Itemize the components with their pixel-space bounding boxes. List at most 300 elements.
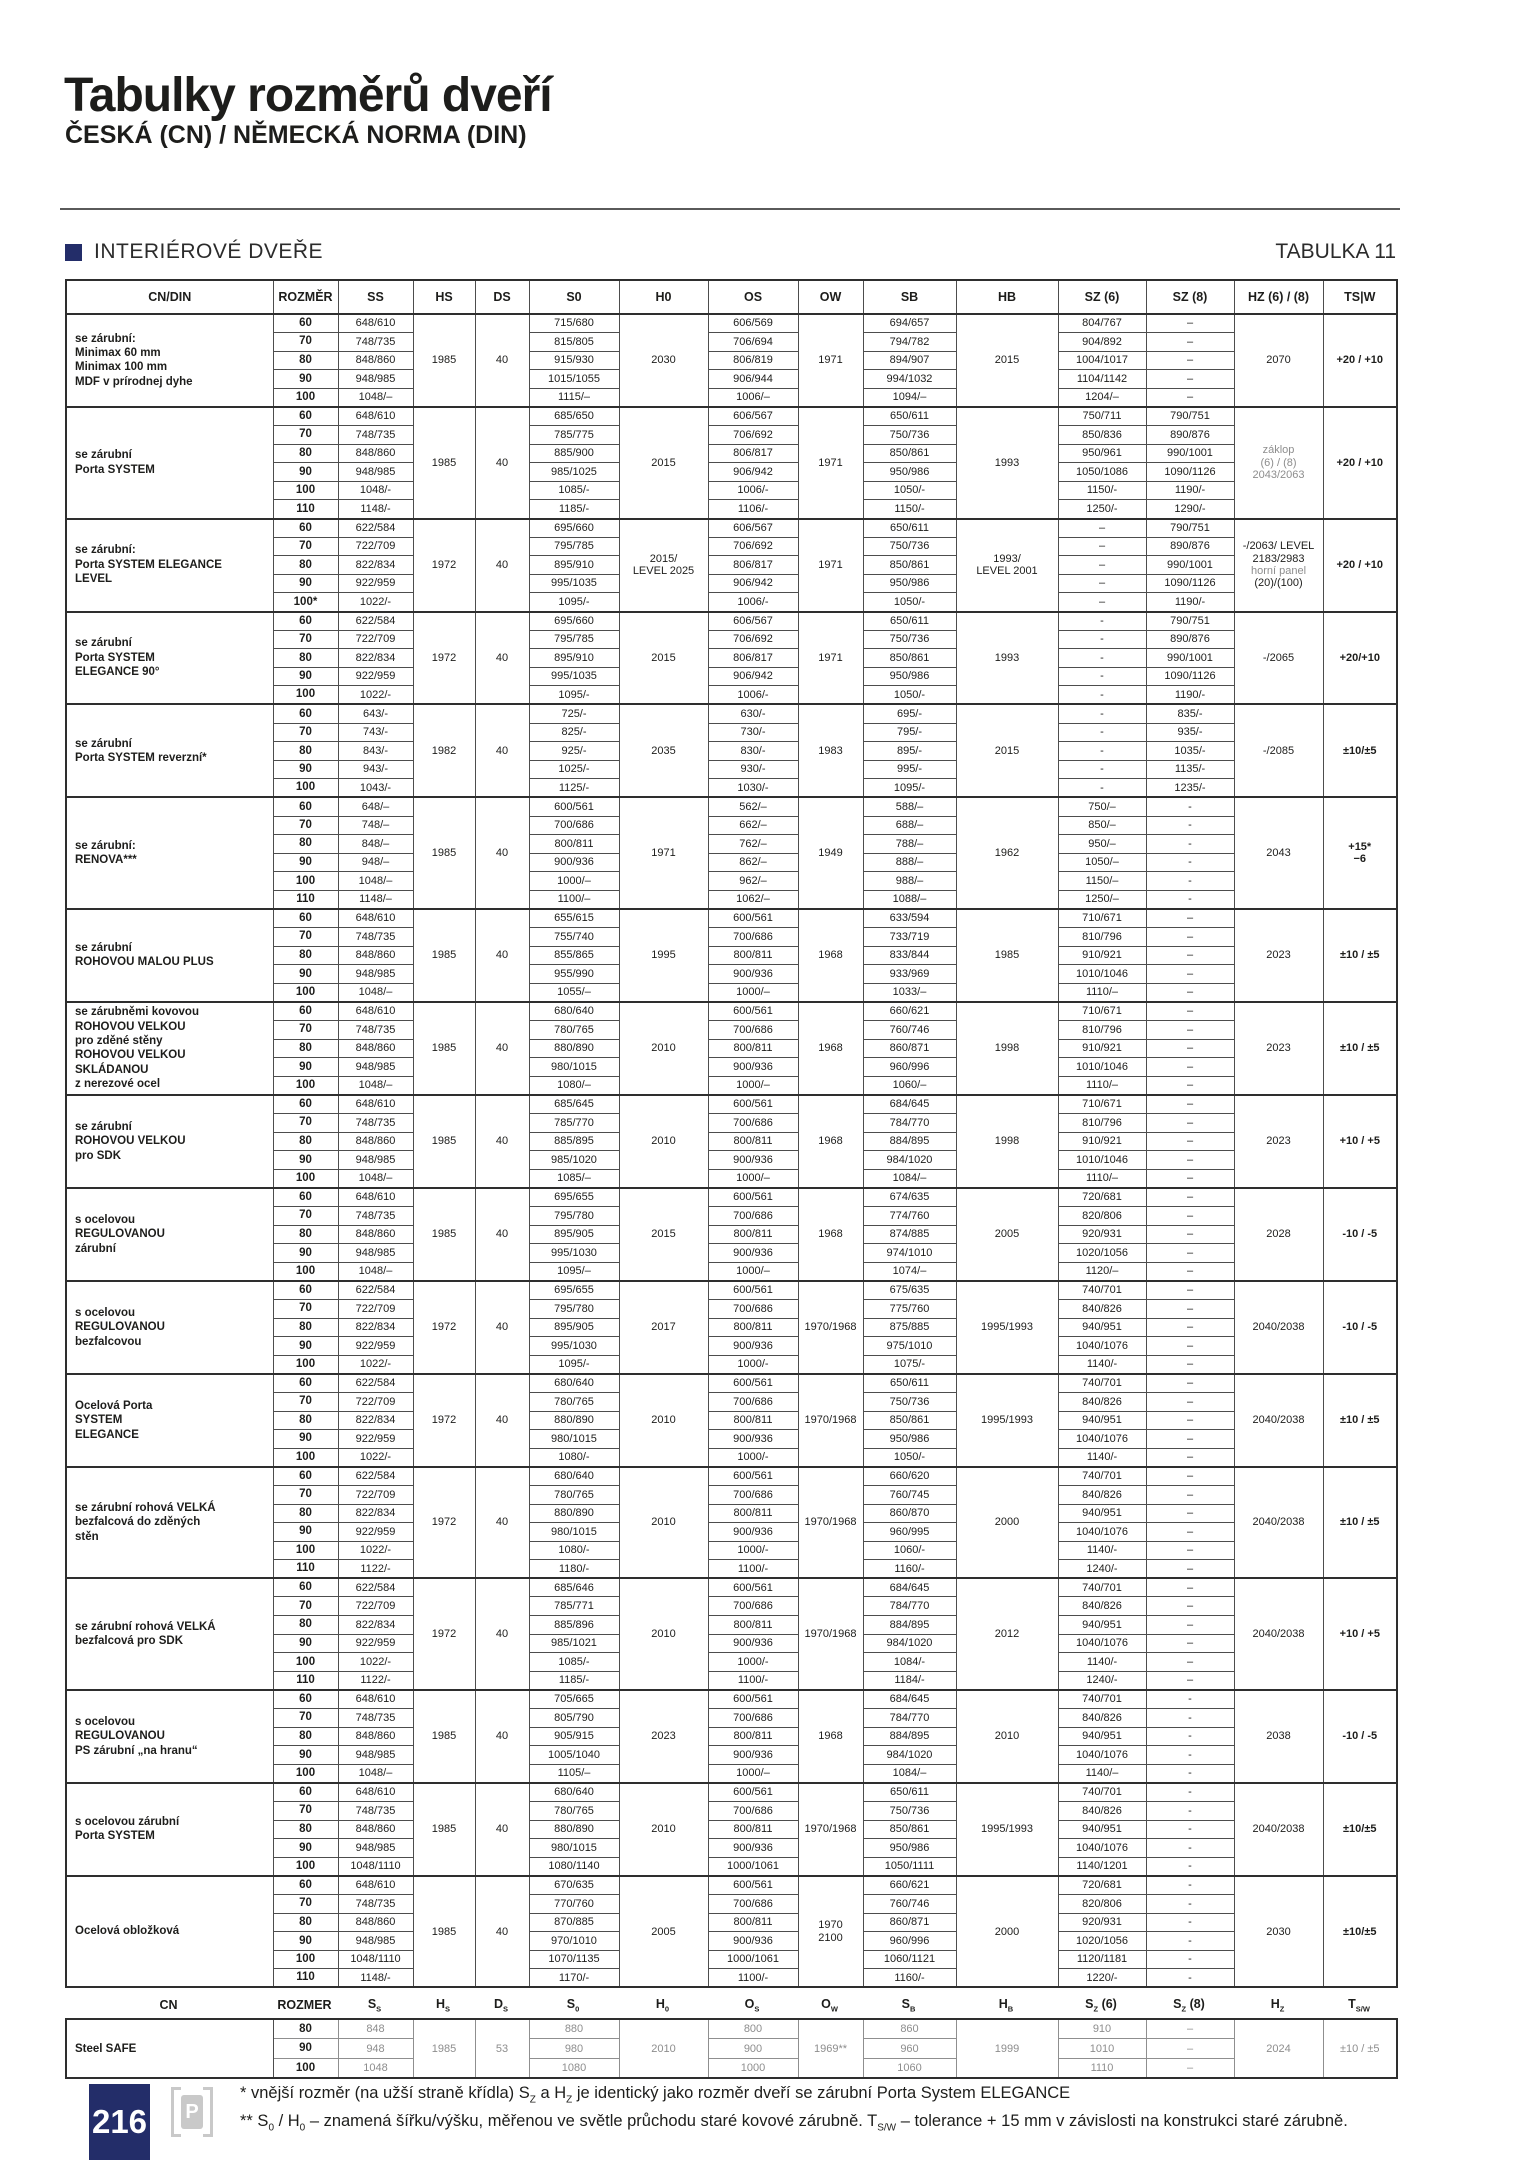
sz8-cell: - — [1146, 835, 1234, 854]
sb-cell: 694/657 — [863, 314, 956, 333]
sz8-cell: – — [1146, 370, 1234, 389]
sz8-cell: – — [1146, 1076, 1234, 1095]
hb-cell: 2015 — [956, 704, 1058, 797]
steel-column-header: $H_0$ — [655, 1996, 670, 2014]
size-cell: 80 — [273, 1727, 338, 1746]
s0-cell: 680/640 — [529, 1783, 619, 1802]
steel-column-header: ROZMER — [277, 1997, 332, 2012]
sb-cell: 784/770 — [863, 1597, 956, 1616]
size-cell: 80 — [273, 1504, 338, 1523]
sz6-cell: 850/– — [1058, 816, 1146, 835]
h0-cell: 2015 — [619, 612, 708, 705]
sz8-cell: 790/751 — [1146, 407, 1234, 426]
sz6-cell: 1004/1017 — [1058, 351, 1146, 370]
size-cell: 70 — [273, 928, 338, 947]
os-cell: 706/692 — [708, 426, 798, 445]
size-cell: 80 — [273, 1411, 338, 1430]
sz8-cell: – — [1146, 1299, 1234, 1318]
ss-cell: 943/- — [338, 760, 413, 779]
s0-cell: 1100/– — [529, 890, 619, 909]
ss-cell: 948/985 — [338, 1058, 413, 1077]
s0-cell: 995/1035 — [529, 574, 619, 593]
sb-cell: 650/611 — [863, 612, 956, 631]
sz6-cell: - — [1058, 779, 1146, 798]
tsw-cell: ±10/±5 — [1323, 1783, 1397, 1876]
hz-cell: 2040/2038 — [1234, 1467, 1323, 1579]
size-cell: 60 — [273, 1578, 338, 1597]
ss-cell: 848/860 — [338, 1225, 413, 1244]
size-cell: 70 — [273, 1485, 338, 1504]
hz-cell: 2040/2038 — [1234, 1783, 1323, 1876]
ss-cell: 1148/– — [338, 890, 413, 909]
ss-cell: 1122/- — [338, 1560, 413, 1579]
os-cell: 806/817 — [708, 649, 798, 668]
sz6-cell: 1250/- — [1058, 500, 1146, 519]
sz8-cell: - — [1146, 797, 1234, 816]
sz8-cell: – — [1146, 1188, 1234, 1207]
sb-cell: 1060/– — [863, 1076, 956, 1095]
hb-cell: 2000 — [956, 1876, 1058, 1988]
sb-cell: 933/969 — [863, 965, 956, 984]
os-cell: 700/686 — [708, 1597, 798, 1616]
size-cell: 60 — [273, 314, 338, 333]
sb-cell: 660/621 — [863, 1876, 956, 1895]
product-label: se zárubní ROHOVOU VELKOU pro SDK — [66, 1095, 273, 1188]
sb-cell: 794/782 — [863, 333, 956, 352]
os-cell: 630/- — [708, 704, 798, 723]
ss-cell: 643/- — [338, 704, 413, 723]
sb-cell: 750/736 — [863, 1802, 956, 1821]
sz6-cell: 910/921 — [1058, 1039, 1146, 1058]
size-cell: 100 — [273, 1448, 338, 1467]
ss-cell: 848/860 — [338, 1913, 413, 1932]
sz8-cell: - — [1146, 1727, 1234, 1746]
s0-cell: 1180/- — [529, 1560, 619, 1579]
brand-logo-icon — [171, 2087, 213, 2137]
table-row — [66, 704, 1397, 723]
sb-cell: 895/- — [863, 742, 956, 761]
size-cell: 60 — [273, 909, 338, 928]
tsw-cell: +20 / +10 — [1323, 519, 1397, 612]
hz-cell: 2070 — [1234, 314, 1323, 407]
size-cell: 60 — [273, 1783, 338, 1802]
ss-cell: 1148/- — [338, 500, 413, 519]
sz6-cell: - — [1058, 760, 1146, 779]
ss-cell: 648/610 — [338, 1876, 413, 1895]
ds-cell: 40 — [475, 1374, 529, 1467]
ow-cell: 1971 — [798, 407, 863, 519]
ss-cell: 1022/- — [338, 1653, 413, 1672]
sz8-cell: 790/751 — [1146, 612, 1234, 631]
sz6-cell: 1104/1142 — [1058, 370, 1146, 389]
table-row — [66, 1467, 1397, 1486]
tsw-cell: ±10/±5 — [1323, 1876, 1397, 1988]
product-label: se zárubní: Minimax 60 mm Minimax 100 mm MDF v prírodnej dyhe — [66, 314, 273, 407]
size-cell: 110 — [273, 890, 338, 909]
s0-cell: 880/890 — [529, 1504, 619, 1523]
sz6-cell: - — [1058, 723, 1146, 742]
sz8-cell: – — [1146, 1021, 1234, 1040]
size-cell: 100 — [273, 1076, 338, 1095]
s0-cell: 985/1021 — [529, 1634, 619, 1653]
tsw-cell: +10 / +5 — [1323, 1578, 1397, 1690]
ss-cell: 648/610 — [338, 1095, 413, 1114]
ss-cell: 722/709 — [338, 537, 413, 556]
tables-area — [65, 279, 1396, 2079]
size-cell: 80 — [273, 1820, 338, 1839]
s0-cell: 925/- — [529, 742, 619, 761]
sz8-cell: 1090/1126 — [1146, 667, 1234, 686]
os-cell: 1000/– — [708, 1169, 798, 1188]
ow-cell: 1971 — [798, 519, 863, 612]
os-cell: 830/- — [708, 742, 798, 761]
sz6-cell: – — [1058, 519, 1146, 538]
steel-table — [65, 2018, 1398, 2079]
size-cell: 70 — [273, 1802, 338, 1821]
s0-cell: 1005/1040 — [529, 1746, 619, 1765]
sz6-cell: 804/767 — [1058, 314, 1146, 333]
ss-cell: 722/709 — [338, 1597, 413, 1616]
size-cell: 90 — [273, 1058, 338, 1077]
ss-cell: 722/709 — [338, 1485, 413, 1504]
sz8-cell: – — [1146, 965, 1234, 984]
ds-cell: 40 — [475, 704, 529, 797]
sz6-cell: 1040/1076 — [1058, 1430, 1146, 1449]
ss-cell: 748/735 — [338, 426, 413, 445]
os-cell: 900/936 — [708, 965, 798, 984]
ss-cell: 822/834 — [338, 1616, 413, 1635]
product-label: se zárubní rohová VELKÁ bezfalcová do zděných stěn — [66, 1467, 273, 1579]
os-cell: 900/936 — [708, 1151, 798, 1170]
s0-cell: 700/686 — [529, 816, 619, 835]
hb-cell: 1993/ LEVEL 2001 — [956, 519, 1058, 612]
s0-cell: 915/930 — [529, 351, 619, 370]
table-number-label: TABULKA 11 — [1275, 240, 1396, 263]
os-cell: 800 — [708, 2019, 798, 2039]
sb-cell: 1033/– — [863, 983, 956, 1002]
h0-cell: 2035 — [619, 704, 708, 797]
size-cell: 60 — [273, 612, 338, 631]
os-cell: 600/561 — [708, 1467, 798, 1486]
sz8-cell: - — [1146, 1913, 1234, 1932]
sz6-cell: 840/826 — [1058, 1709, 1146, 1728]
sz6-cell: – — [1058, 556, 1146, 575]
sb-cell: 950/986 — [863, 1430, 956, 1449]
ss-cell: 748/735 — [338, 1207, 413, 1226]
s0-cell: 800/811 — [529, 835, 619, 854]
steel-column-header: $S_B$ — [901, 1996, 916, 2014]
size-cell: 80 — [273, 1616, 338, 1635]
s0-cell: 885/900 — [529, 444, 619, 463]
os-cell: 1000/– — [708, 1076, 798, 1095]
os-cell: 600/561 — [708, 1783, 798, 1802]
os-cell: 1000/– — [708, 1764, 798, 1783]
ss-cell: 1048/– — [338, 1076, 413, 1095]
hs-cell: 1972 — [413, 1467, 475, 1579]
os-cell: 900/936 — [708, 1430, 798, 1449]
s0-cell: 680/640 — [529, 1002, 619, 1021]
ds-cell: 40 — [475, 519, 529, 612]
sz8-cell: - — [1146, 1876, 1234, 1895]
size-cell: 100 — [273, 779, 338, 798]
sz8-cell: 835/- — [1146, 704, 1234, 723]
ss-cell: 948/– — [338, 853, 413, 872]
ds-cell: 53 — [475, 2019, 529, 2078]
sz6-cell: 1120/– — [1058, 1262, 1146, 1281]
ss-cell: 1048/– — [338, 1262, 413, 1281]
sz8-cell: – — [1146, 2058, 1234, 2078]
os-cell: 606/567 — [708, 612, 798, 631]
sb-cell: 650/611 — [863, 1374, 956, 1393]
ss-cell: 1048/– — [338, 1169, 413, 1188]
ss-cell: 748/735 — [338, 1802, 413, 1821]
sb-cell: 784/770 — [863, 1709, 956, 1728]
os-cell: 706/694 — [708, 333, 798, 352]
sz6-cell: 1040/1076 — [1058, 1746, 1146, 1765]
sz6-cell: 1040/1076 — [1058, 1634, 1146, 1653]
os-cell: 800/811 — [708, 1411, 798, 1430]
hz-cell: -/2063/ LEVEL 2183/2983 horní panel (20)/(100) — [1234, 519, 1323, 612]
sb-cell: 860 — [863, 2019, 956, 2039]
size-cell: 80 — [273, 2019, 338, 2039]
sz6-cell: 940/951 — [1058, 1820, 1146, 1839]
size-cell: 80 — [273, 444, 338, 463]
ss-cell: 1048/- — [338, 481, 413, 500]
sz6-cell: 910/921 — [1058, 1132, 1146, 1151]
sb-cell: 684/645 — [863, 1578, 956, 1597]
size-cell: 70 — [273, 537, 338, 556]
table-row — [66, 407, 1397, 426]
ss-cell: 748/735 — [338, 333, 413, 352]
ss-cell: 722/709 — [338, 630, 413, 649]
ss-cell: 848/860 — [338, 1727, 413, 1746]
os-cell: 1006/- — [708, 686, 798, 705]
ss-cell: 922/959 — [338, 667, 413, 686]
sz8-cell: - — [1146, 1894, 1234, 1913]
s0-cell: 685/650 — [529, 407, 619, 426]
sz8-cell: 1235/- — [1146, 779, 1234, 798]
os-cell: 700/686 — [708, 1299, 798, 1318]
ow-cell: 1949 — [798, 797, 863, 909]
sb-cell: 1184/- — [863, 1671, 956, 1690]
sz6-cell: 950/961 — [1058, 444, 1146, 463]
size-cell: 90 — [273, 2039, 338, 2059]
sz8-cell: - — [1146, 1709, 1234, 1728]
s0-cell: 885/895 — [529, 1132, 619, 1151]
sb-cell: 960/996 — [863, 1932, 956, 1951]
s0-cell: 980/1015 — [529, 1058, 619, 1077]
tsw-cell: ±10 / ±5 — [1323, 1467, 1397, 1579]
column-header: HB — [956, 280, 1058, 314]
sz6-cell: 1110/– — [1058, 1076, 1146, 1095]
os-cell: 700/686 — [708, 1207, 798, 1226]
sz8-cell: – — [1146, 1448, 1234, 1467]
ss-cell: 648/610 — [338, 1002, 413, 1021]
sb-cell: 1150/- — [863, 500, 956, 519]
sb-cell: 950/986 — [863, 574, 956, 593]
os-cell: 606/569 — [708, 314, 798, 333]
column-header: DS — [475, 280, 529, 314]
hz-cell: 2024 — [1234, 2019, 1323, 2078]
s0-cell: 805/790 — [529, 1709, 619, 1728]
size-cell: 60 — [273, 1467, 338, 1486]
sz8-cell: - — [1146, 890, 1234, 909]
s0-cell: 815/805 — [529, 333, 619, 352]
sz6-cell: 1204/– — [1058, 388, 1146, 407]
size-cell: 90 — [273, 1337, 338, 1356]
sz6-cell: 740/701 — [1058, 1281, 1146, 1300]
page-number-badge — [89, 2084, 150, 2160]
os-cell: 700/686 — [708, 1709, 798, 1728]
s0-cell: 1095/- — [529, 1355, 619, 1374]
sz6-cell: 710/671 — [1058, 1095, 1146, 1114]
sz6-cell: 1040/1076 — [1058, 1337, 1146, 1356]
os-cell: 806/817 — [708, 444, 798, 463]
size-cell: 100 — [273, 1169, 338, 1188]
sb-cell: 1088/– — [863, 890, 956, 909]
product-label: se zárubní Porta SYSTEM ELEGANCE 90° — [66, 612, 273, 705]
hz-cell: 2043 — [1234, 797, 1323, 909]
ss-cell: 848/860 — [338, 351, 413, 370]
sb-cell: 660/620 — [863, 1467, 956, 1486]
main-table-header-row — [66, 280, 1397, 314]
h0-cell: 2010 — [619, 1002, 708, 1095]
sz8-cell: – — [1146, 1132, 1234, 1151]
ow-cell: 1968 — [798, 1690, 863, 1783]
sz8-cell: – — [1146, 1560, 1234, 1579]
s0-cell: 1115/– — [529, 388, 619, 407]
os-cell: 600/561 — [708, 1095, 798, 1114]
column-header: CN/DIN — [66, 280, 273, 314]
steel-column-header: $O_W$ — [821, 1996, 838, 2014]
sz6-cell: 910 — [1058, 2019, 1146, 2039]
hs-cell: 1972 — [413, 1578, 475, 1690]
sz6-cell: 810/796 — [1058, 1021, 1146, 1040]
s0-cell: 785/771 — [529, 1597, 619, 1616]
ss-cell: 822/834 — [338, 556, 413, 575]
hs-cell: 1985 — [413, 1002, 475, 1095]
sb-cell: 1050/- — [863, 593, 956, 612]
table-row — [66, 1690, 1397, 1709]
s0-cell: 795/780 — [529, 1207, 619, 1226]
os-cell: 806/817 — [708, 556, 798, 575]
s0-cell: 780/765 — [529, 1021, 619, 1040]
size-cell: 100 — [273, 1950, 338, 1969]
ss-cell: 1048/– — [338, 388, 413, 407]
sz8-cell: - — [1146, 872, 1234, 891]
s0-cell: 795/785 — [529, 630, 619, 649]
size-cell: 90 — [273, 760, 338, 779]
s0-cell: 1080 — [529, 2058, 619, 2078]
steel-column-header: $O_S$ — [744, 1996, 760, 2014]
s0-cell: 695/660 — [529, 519, 619, 538]
ss-cell: 648/610 — [338, 407, 413, 426]
sz6-cell: 950/– — [1058, 835, 1146, 854]
sb-cell: 1050/1111 — [863, 1857, 956, 1876]
ss-cell: 1048 — [338, 2058, 413, 2078]
sb-cell: 774/760 — [863, 1207, 956, 1226]
sz8-cell: – — [1146, 314, 1234, 333]
os-cell: 862/– — [708, 853, 798, 872]
os-cell: 1000/- — [708, 1653, 798, 1672]
sz8-cell: 990/1001 — [1146, 444, 1234, 463]
ds-cell: 40 — [475, 1783, 529, 1876]
os-cell: 700/686 — [708, 1894, 798, 1913]
sz8-cell: – — [1146, 1504, 1234, 1523]
tsw-cell: +20/+10 — [1323, 612, 1397, 705]
os-cell: 900 — [708, 2039, 798, 2059]
column-header: OW — [798, 280, 863, 314]
sb-cell: 650/611 — [863, 519, 956, 538]
size-cell: 70 — [273, 1597, 338, 1616]
sz8-cell: – — [1146, 1225, 1234, 1244]
main-table-body — [66, 314, 1397, 1987]
s0-cell: 780/765 — [529, 1392, 619, 1411]
s0-cell: 980 — [529, 2039, 619, 2059]
sb-cell: 1095/- — [863, 779, 956, 798]
h0-cell: 2015 — [619, 1188, 708, 1281]
s0-cell: 695/655 — [529, 1281, 619, 1300]
s0-cell: 755/740 — [529, 928, 619, 947]
s0-cell: 825/- — [529, 723, 619, 742]
sb-cell: 984/1020 — [863, 1151, 956, 1170]
sb-cell: 1094/– — [863, 388, 956, 407]
size-cell: 70 — [273, 426, 338, 445]
sz6-cell: 920/931 — [1058, 1225, 1146, 1244]
sb-cell: 974/1010 — [863, 1244, 956, 1263]
size-cell: 110 — [273, 500, 338, 519]
s0-cell: 780/765 — [529, 1485, 619, 1504]
ss-cell: 748/– — [338, 816, 413, 835]
os-cell: 1000/– — [708, 1262, 798, 1281]
hs-cell: 1985 — [413, 1188, 475, 1281]
sz6-cell: 1240/- — [1058, 1560, 1146, 1579]
os-cell: 800/811 — [708, 1616, 798, 1635]
ow-cell: 1983 — [798, 704, 863, 797]
size-cell: 100 — [273, 1541, 338, 1560]
ss-cell: 848/– — [338, 835, 413, 854]
sb-cell: 950/986 — [863, 463, 956, 482]
ss-cell: 1048/– — [338, 983, 413, 1002]
sz8-cell: - — [1146, 1969, 1234, 1988]
sz6-cell: 910/921 — [1058, 946, 1146, 965]
sz8-cell: – — [1146, 388, 1234, 407]
sz6-cell: 1150/– — [1058, 872, 1146, 891]
size-cell: 100 — [273, 388, 338, 407]
os-cell: 600/561 — [708, 909, 798, 928]
tsw-cell: ±10 / ±5 — [1323, 2019, 1397, 2078]
size-cell: 60 — [273, 1281, 338, 1300]
sb-cell: 750/736 — [863, 537, 956, 556]
s0-cell: 685/645 — [529, 1095, 619, 1114]
os-cell: 1100/- — [708, 1671, 798, 1690]
sz6-cell: 740/701 — [1058, 1374, 1146, 1393]
hb-cell: 2012 — [956, 1578, 1058, 1690]
s0-cell: 785/770 — [529, 1114, 619, 1133]
size-cell: 80 — [273, 946, 338, 965]
os-cell: 1106/- — [708, 500, 798, 519]
ss-cell: 648/610 — [338, 1690, 413, 1709]
sb-cell: 1160/- — [863, 1969, 956, 1988]
os-cell: 600/561 — [708, 1188, 798, 1207]
size-cell: 90 — [273, 370, 338, 389]
size-cell: 70 — [273, 630, 338, 649]
s0-cell: 1015/1055 — [529, 370, 619, 389]
sz8-cell: – — [1146, 1411, 1234, 1430]
sz8-cell: – — [1146, 1114, 1234, 1133]
hs-cell: 1972 — [413, 1374, 475, 1467]
steel-column-header: $H_Z$ — [1270, 1996, 1285, 2014]
